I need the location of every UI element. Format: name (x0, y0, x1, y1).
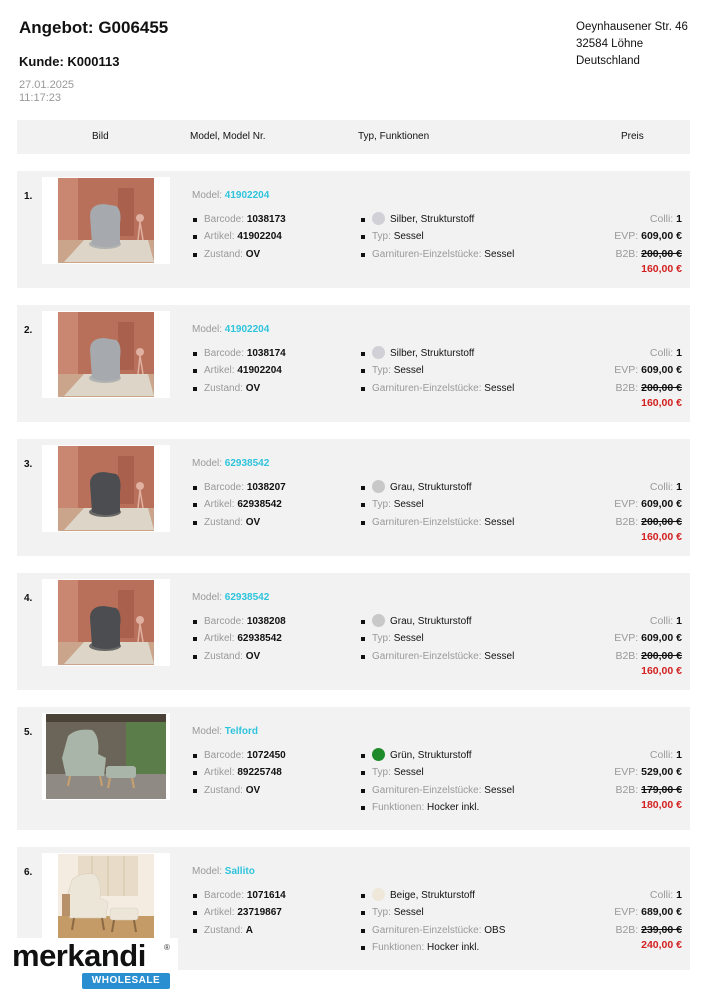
color-item (360, 479, 514, 496)
article-value: 41902204 (237, 365, 282, 377)
colli-label: Colli: (649, 347, 677, 359)
model-line (192, 866, 255, 877)
colli-value: 1 (676, 347, 682, 359)
evp-label: EVP: (614, 766, 642, 779)
model-link[interactable]: Telford (224, 726, 258, 737)
price-block (614, 479, 682, 543)
b2b-label: B2B: (615, 649, 642, 662)
functions-value: Hocker inkl. (427, 941, 480, 953)
condition-value: A (245, 924, 253, 936)
colli-line (614, 211, 682, 228)
sets-label: Garnituren-Einzelstücke: (372, 516, 485, 528)
sets-item (360, 246, 514, 263)
offer-timestamp (19, 79, 168, 105)
condition-value: OV (245, 382, 261, 394)
barcode-item (192, 345, 286, 362)
functions-item (360, 799, 514, 816)
color-item (360, 887, 505, 904)
barcode-value: 1038208 (246, 616, 286, 627)
colli-label: Colli: (649, 889, 677, 901)
model-link[interactable]: 62938542 (224, 458, 270, 469)
product-image-frame (42, 445, 170, 532)
model-line (192, 592, 269, 603)
product-photo (58, 446, 154, 531)
document-header (19, 18, 168, 105)
product-details (192, 747, 286, 799)
color-swatch-icon (372, 748, 385, 761)
row-number: 3. (24, 459, 33, 470)
model-line (192, 726, 258, 737)
b2b-new-price: 180,00 € (641, 798, 682, 811)
address-street: Oeynhausener Str. 46 (576, 21, 688, 33)
condition-item (192, 514, 286, 531)
colli-value: 1 (676, 889, 682, 901)
evp-line (614, 904, 682, 921)
article-label: Artikel: (204, 633, 238, 645)
barcode-item (192, 613, 286, 630)
article-item (192, 630, 286, 647)
row-number: 1. (24, 191, 33, 202)
sets-label: Garnituren-Einzelstücke: (372, 248, 485, 260)
b2b-line (614, 514, 682, 531)
color-swatch-icon (372, 480, 385, 493)
article-value: 62938542 (237, 633, 282, 645)
company-address (576, 19, 688, 70)
model-label: Model: (192, 190, 225, 201)
evp-line (614, 362, 682, 379)
colli-label: Colli: (649, 213, 677, 225)
barcode-value: 1072450 (246, 750, 286, 761)
article-item (192, 764, 286, 781)
product-type-details (360, 345, 514, 397)
table-row (17, 171, 690, 288)
b2b-new-price: 160,00 € (641, 664, 682, 677)
logo-registered-mark: ® (164, 943, 170, 952)
model-label: Model: (192, 592, 225, 603)
barcode-label: Barcode: (204, 890, 247, 901)
sets-item (360, 648, 514, 665)
article-value: 23719867 (237, 907, 282, 919)
type-label: Typ: (372, 499, 394, 511)
b2b-line (614, 380, 682, 397)
price-block (614, 345, 682, 409)
condition-value: OV (245, 650, 261, 662)
barcode-value: 1038207 (246, 482, 286, 493)
color-value: Silber, Strukturstoff (390, 348, 475, 359)
b2b-old-price: 179,00 € (641, 783, 682, 796)
type-label: Typ: (372, 231, 394, 243)
b2b-old-price: 200,00 € (641, 515, 682, 528)
price-block (614, 211, 682, 275)
article-value: 41902204 (237, 231, 282, 243)
barcode-label: Barcode: (204, 750, 247, 761)
evp-line (614, 228, 682, 245)
evp-value: 609,00 € (641, 498, 682, 511)
sets-value: Sessel (484, 248, 515, 260)
type-label: Typ: (372, 767, 394, 779)
article-value: 89225748 (237, 767, 282, 779)
type-value: Sessel (393, 907, 424, 919)
b2b-line (614, 246, 682, 263)
b2b-label: B2B: (615, 247, 642, 260)
condition-item (192, 648, 286, 665)
product-image-frame (42, 579, 170, 666)
row-number: 4. (24, 593, 33, 604)
product-image-frame (42, 177, 170, 264)
offer-time: 11:17:23 (19, 92, 62, 104)
b2b-old-price: 239,00 € (641, 923, 682, 936)
product-type-details (360, 747, 514, 816)
condition-value: OV (245, 784, 261, 796)
product-details (192, 613, 286, 665)
color-item (360, 211, 514, 228)
condition-item (192, 246, 286, 263)
barcode-item (192, 479, 286, 496)
colli-label: Colli: (649, 749, 677, 761)
article-label: Artikel: (204, 231, 238, 243)
evp-value: 529,00 € (641, 766, 682, 779)
evp-value: 609,00 € (641, 364, 682, 377)
sets-item (360, 922, 505, 939)
type-value: Sessel (393, 767, 424, 779)
product-details (192, 211, 286, 263)
offer-title: Angebot: G006455 (19, 18, 169, 37)
barcode-value: 1038173 (246, 214, 286, 225)
b2b-new-price: 160,00 € (641, 262, 682, 275)
type-item (360, 630, 514, 647)
condition-label: Zustand: (204, 516, 246, 528)
color-item (360, 345, 514, 362)
colli-label: Colli: (649, 481, 677, 493)
product-photo (58, 854, 154, 939)
color-swatch-icon (372, 888, 385, 901)
barcode-item (192, 887, 286, 904)
color-value: Beige, Strukturstoff (390, 890, 475, 901)
evp-value: 689,00 € (641, 906, 682, 919)
sets-label: Garnituren-Einzelstücke: (372, 784, 485, 796)
colli-line (614, 613, 682, 630)
b2b-label: B2B: (615, 783, 642, 796)
sets-item (360, 782, 514, 799)
model-label: Model: (192, 866, 225, 877)
sets-item (360, 380, 514, 397)
colli-value: 1 (676, 615, 682, 627)
b2b-line (614, 922, 682, 939)
colli-line (614, 345, 682, 362)
product-photo (46, 714, 166, 799)
color-value: Grau, Strukturstoff (390, 616, 472, 627)
sets-value: Sessel (484, 382, 515, 394)
sets-label: Garnituren-Einzelstücke: (372, 650, 485, 662)
type-item (360, 228, 514, 245)
product-photo (58, 178, 154, 263)
article-label: Artikel: (204, 365, 238, 377)
barcode-label: Barcode: (204, 482, 247, 493)
barcode-item (192, 211, 286, 228)
product-photo (58, 580, 154, 665)
product-type-details (360, 479, 514, 531)
product-details (192, 887, 286, 939)
table-header (17, 120, 690, 154)
condition-label: Zustand: (204, 382, 246, 394)
model-label: Model: (192, 726, 225, 737)
logo-badge: WHOLESALE (82, 973, 170, 989)
functions-label: Funktionen: (372, 941, 428, 953)
product-type-details (360, 613, 514, 665)
type-value: Sessel (393, 231, 424, 243)
sets-value: Sessel (484, 784, 515, 796)
b2b-label: B2B: (615, 515, 642, 528)
product-image-frame (42, 311, 170, 398)
logo-wordmark: merkandi (12, 938, 146, 973)
b2b-old-price: 200,00 € (641, 649, 682, 662)
functions-label: Funktionen: (372, 801, 428, 813)
colli-line (614, 887, 682, 904)
type-item (360, 904, 505, 921)
evp-line (614, 496, 682, 513)
model-label: Model: (192, 458, 225, 469)
condition-item (192, 782, 286, 799)
barcode-label: Barcode: (204, 616, 247, 627)
type-item (360, 362, 514, 379)
colli-value: 1 (676, 749, 682, 761)
row-number: 5. (24, 727, 33, 738)
colli-label: Colli: (649, 615, 677, 627)
model-line (192, 190, 269, 201)
b2b-new-price: 240,00 € (641, 938, 682, 951)
b2b-old-price: 200,00 € (641, 381, 682, 394)
row-number: 6. (24, 867, 33, 878)
barcode-label: Barcode: (204, 214, 247, 225)
barcode-value: 1038174 (246, 348, 286, 359)
product-details (192, 479, 286, 531)
color-swatch-icon (372, 614, 385, 627)
customer-id: Kunde: K000113 (19, 54, 120, 69)
column-header-model: Model, Model Nr. (190, 131, 266, 142)
color-swatch-icon (372, 212, 385, 225)
column-header-image: Bild (92, 131, 109, 142)
table-row (17, 305, 690, 422)
type-value: Sessel (393, 633, 424, 645)
price-block (614, 613, 682, 677)
sets-value: Sessel (484, 516, 515, 528)
b2b-new-price: 160,00 € (641, 396, 682, 409)
article-label: Artikel: (204, 907, 238, 919)
color-value: Grün, Strukturstoff (390, 750, 472, 761)
offer-date: 27.01.2025 (19, 79, 75, 91)
evp-label: EVP: (614, 498, 642, 511)
address-city: 32584 Löhne (576, 38, 644, 50)
evp-line (614, 630, 682, 647)
table-row (17, 707, 690, 830)
model-line (192, 458, 269, 469)
type-label: Typ: (372, 907, 394, 919)
barcode-value: 1071614 (246, 890, 286, 901)
condition-label: Zustand: (204, 784, 246, 796)
condition-item (192, 922, 286, 939)
price-block (614, 887, 682, 951)
b2b-new-price: 160,00 € (641, 530, 682, 543)
b2b-line (614, 648, 682, 665)
evp-value: 609,00 € (641, 230, 682, 243)
row-number: 2. (24, 325, 33, 336)
merkandi-logo (10, 938, 178, 992)
color-item (360, 613, 514, 630)
b2b-label: B2B: (615, 381, 642, 394)
color-value: Grau, Strukturstoff (390, 482, 472, 493)
model-line (192, 324, 269, 335)
article-item (192, 904, 286, 921)
model-link[interactable]: 41902204 (224, 190, 270, 201)
type-item (360, 764, 514, 781)
evp-line (614, 764, 682, 781)
sets-item (360, 514, 514, 531)
model-link[interactable]: 41902204 (224, 324, 270, 335)
product-image-frame (42, 853, 170, 940)
product-type-details (360, 211, 514, 263)
product-photo (58, 312, 154, 397)
condition-label: Zustand: (204, 248, 246, 260)
price-block (614, 747, 682, 811)
evp-label: EVP: (614, 364, 642, 377)
color-item (360, 747, 514, 764)
type-label: Typ: (372, 365, 394, 377)
product-type-details (360, 887, 505, 956)
barcode-label: Barcode: (204, 348, 247, 359)
model-link[interactable]: 62938542 (224, 592, 270, 603)
color-swatch-icon (372, 346, 385, 359)
sets-label: Garnituren-Einzelstücke: (372, 382, 485, 394)
condition-label: Zustand: (204, 924, 246, 936)
b2b-old-price: 200,00 € (641, 247, 682, 260)
evp-label: EVP: (614, 230, 642, 243)
model-label: Model: (192, 324, 225, 335)
condition-item (192, 380, 286, 397)
condition-value: OV (245, 516, 261, 528)
type-item (360, 496, 514, 513)
type-value: Sessel (393, 499, 424, 511)
article-value: 62938542 (237, 499, 282, 511)
sets-label: Garnituren-Einzelstücke: (372, 924, 485, 936)
article-item (192, 362, 286, 379)
article-item (192, 228, 286, 245)
article-label: Artikel: (204, 499, 238, 511)
evp-label: EVP: (614, 906, 642, 919)
condition-value: OV (245, 248, 261, 260)
colli-line (614, 479, 682, 496)
evp-label: EVP: (614, 632, 642, 645)
article-item (192, 496, 286, 513)
table-row (17, 439, 690, 556)
sets-value: Sessel (484, 650, 515, 662)
functions-value: Hocker inkl. (427, 801, 480, 813)
condition-label: Zustand: (204, 650, 246, 662)
b2b-line (614, 782, 682, 799)
model-link[interactable]: Sallito (224, 866, 255, 877)
b2b-label: B2B: (615, 923, 642, 936)
type-value: Sessel (393, 365, 424, 377)
color-value: Silber, Strukturstoff (390, 214, 475, 225)
functions-item (360, 939, 505, 956)
barcode-item (192, 747, 286, 764)
colli-value: 1 (676, 213, 682, 225)
column-header-type: Typ, Funktionen (358, 131, 430, 142)
table-row (17, 573, 690, 690)
evp-value: 609,00 € (641, 632, 682, 645)
colli-line (614, 747, 682, 764)
address-country: Deutschland (576, 55, 640, 67)
article-label: Artikel: (204, 767, 238, 779)
product-details (192, 345, 286, 397)
column-header-price: Preis (621, 131, 644, 142)
type-label: Typ: (372, 633, 394, 645)
product-image-frame (42, 713, 170, 800)
colli-value: 1 (676, 481, 682, 493)
sets-value: OBS (484, 924, 506, 936)
